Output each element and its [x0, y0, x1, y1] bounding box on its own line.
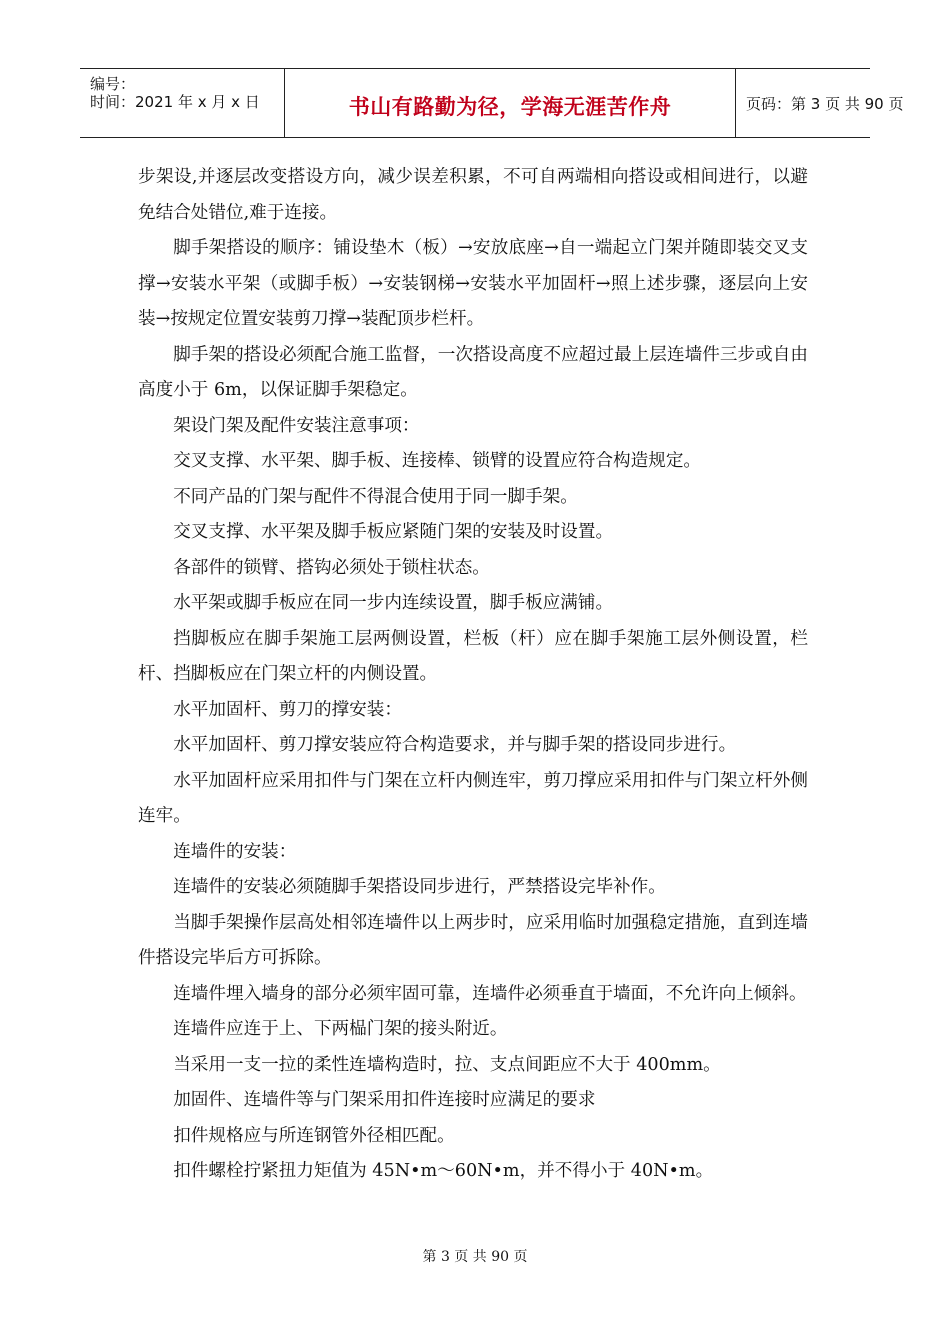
header-page-cell	[736, 69, 904, 137]
body-paragraph: 水平加固杆应采用扣件与门架在立杆内侧连牢，剪刀撑应采用扣件与门架立杆外侧连牢。	[138, 770, 808, 826]
body-paragraph: 连墙件应连于上、下两榀门架的接头附近。	[173, 1019, 508, 1039]
document-header	[80, 68, 904, 138]
document-body	[138, 160, 808, 1190]
body-paragraph: 扣件螺栓拧紧扭力矩值为 45N•m～60N•m，并不得小于 40N•m。	[173, 1161, 714, 1181]
body-paragraph: 脚手架的搭设必须配合施工监督，一次搭设高度不应超过最上层连墙件三步或自由高度小于 6m，以保证脚手架稳定。	[138, 344, 808, 400]
header-motto-cell	[284, 69, 736, 137]
body-paragraph: 挡脚板应在脚手架施工层两侧设置，栏板（杆）应在脚手架施工层外侧设置，栏杆、挡脚板应在门架立杆的内侧设置。	[138, 628, 808, 684]
body-paragraph: 脚手架搭设的顺序：铺设垫木（板）→安放底座→自一端起立门架并随即装交叉支撑→安装水平架（或脚手板）→安装钢梯→安装水平加固杆→照上述步骤，逐层向上安装→按规定位置安装剪刀撑→装配顶步栏杆。	[138, 238, 808, 329]
body-paragraph: 架设门架及配件安装注意事项：	[173, 415, 420, 436]
body-paragraph: 水平架或脚手板应在同一步内连续设置，脚手板应满铺。	[173, 593, 614, 613]
document-time-label: 时间：2021 年 x 月 x 日	[90, 93, 260, 111]
body-paragraph: 水平加固杆、剪刀撑安装应符合构造要求，并与脚手架的搭设同步进行。	[173, 735, 737, 755]
body-paragraph: 步架设,并逐层改变搭设方向，减少误差积累，不可自两端相向搭设或相间进行，以避免结合处错位,难于连接。	[138, 167, 808, 223]
body-paragraph: 连墙件的安装必须随脚手架搭设同步进行，严禁搭设完毕补作。	[173, 877, 666, 897]
body-paragraph: 连墙件的安装：	[173, 841, 297, 862]
body-paragraph: 当采用一支一拉的柔性连墙构造时，拉、支点间距应不大于 400mm。	[173, 1054, 721, 1075]
header-motto: 书山有路勤为径，学海无涯苦作舟	[348, 95, 672, 119]
body-paragraph: 加固件、连墙件等与门架采用扣件连接时应满足的要求	[173, 1090, 596, 1110]
body-paragraph: 当脚手架操作层高处相邻连墙件以上两步时，应采用临时加强稳定措施，直到连墙件搭设完毕后方可拆除。	[138, 912, 808, 968]
page-footer: 第 3 页 共 90 页	[422, 1249, 528, 1265]
header-meta-cell	[80, 69, 284, 137]
body-paragraph: 水平加固杆、剪刀的撑安装：	[173, 699, 402, 720]
header-page-info: 页码：第 3 页 共 90 页	[746, 95, 904, 113]
body-paragraph: 连墙件埋入墙身的部分必须牢固可靠，连墙件必须垂直于墙面，不允许向上倾斜。	[173, 983, 807, 1004]
body-paragraph: 不同产品的门架与配件不得混合使用于同一脚手架。	[173, 486, 578, 507]
body-paragraph: 扣件规格应与所连钢管外径相匹配。	[173, 1125, 455, 1146]
document-code-label: 编号：	[90, 75, 136, 93]
body-paragraph: 各部件的锁臂、搭钩必须处于锁柱状态。	[173, 557, 490, 578]
body-paragraph: 交叉支撑、水平架及脚手板应紧随门架的安装及时设置。	[173, 522, 614, 542]
body-paragraph: 交叉支撑、水平架、脚手板、连接棒、锁臂的设置应符合构造规定。	[173, 451, 702, 471]
